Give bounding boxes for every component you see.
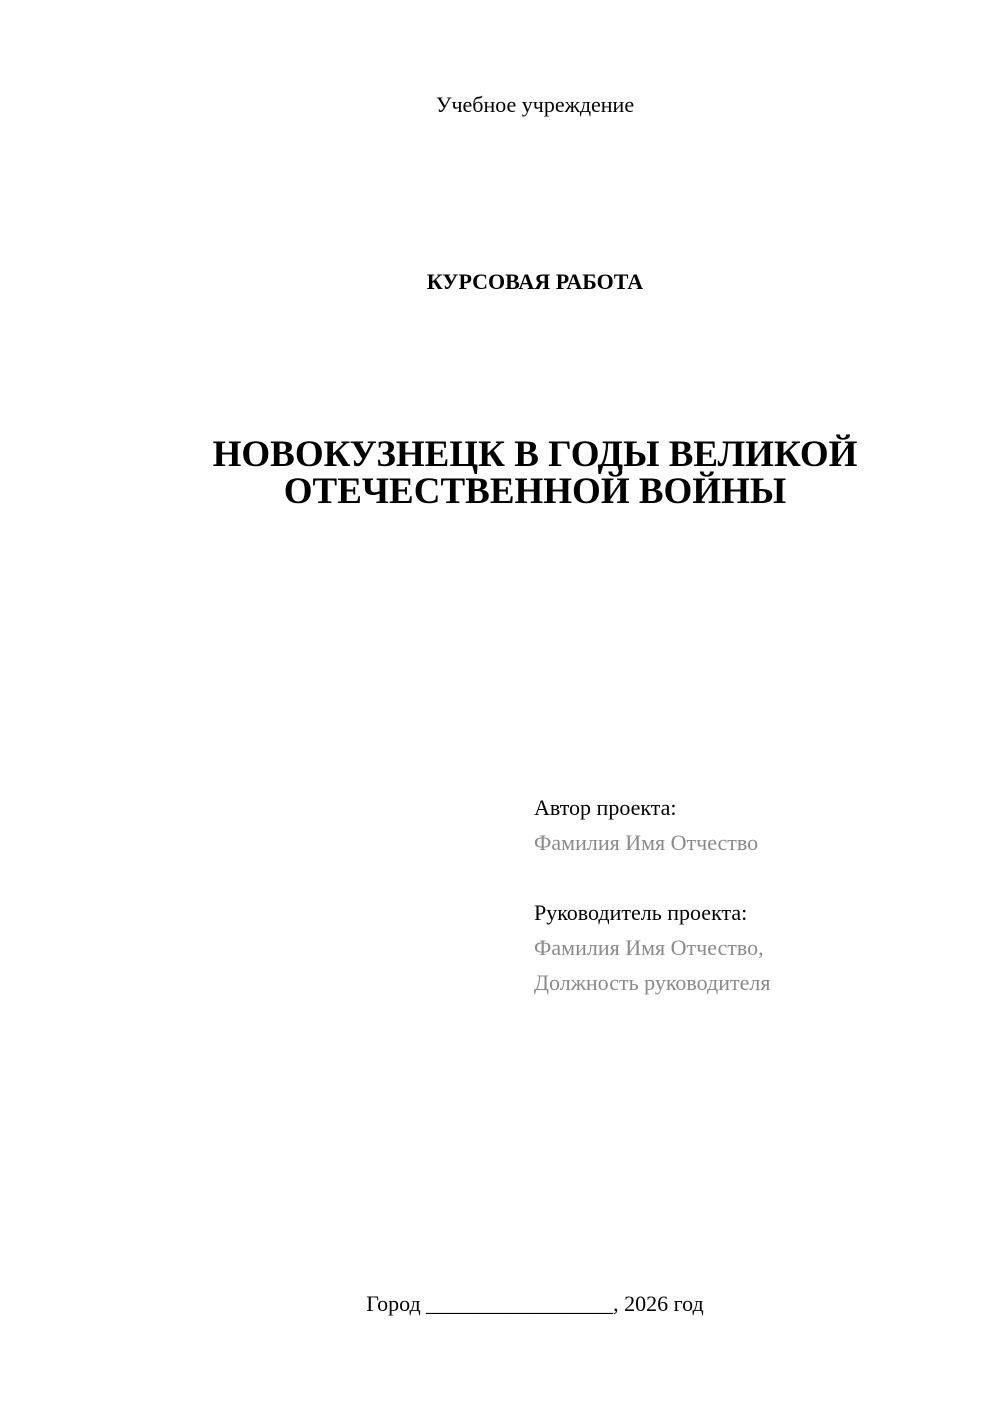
- work-type-heading: КУРСОВАЯ РАБОТА: [426, 269, 644, 294]
- city-year-footer: [0, 1290, 1000, 1318]
- document-title: [0, 436, 1000, 510]
- supervisor-label: Руководитель проекта:: [534, 900, 748, 925]
- document-title-line-2: ОТЕЧЕСТВЕННОЙ ВОЙНЫ: [283, 471, 787, 512]
- footer-year: , 2026 год: [613, 1291, 704, 1316]
- supervisor-position-placeholder: Должность руководителя: [534, 970, 771, 995]
- footer-city: Город: [366, 1291, 421, 1316]
- institution-name: Учебное учреждение: [435, 92, 635, 117]
- document-title-line-1: НОВОКУЗНЕЦК В ГОДЫ ВЕЛИКОЙ: [212, 434, 858, 475]
- info-spacer: [534, 860, 974, 895]
- project-info-block: [534, 790, 974, 1000]
- footer-city-blank: _________________: [426, 1291, 614, 1316]
- supervisor-name-placeholder: Фамилия Имя Отчество,: [534, 935, 764, 960]
- author-label: Автор проекта:: [534, 795, 677, 820]
- author-name-placeholder: Фамилия Имя Отчество: [534, 830, 759, 855]
